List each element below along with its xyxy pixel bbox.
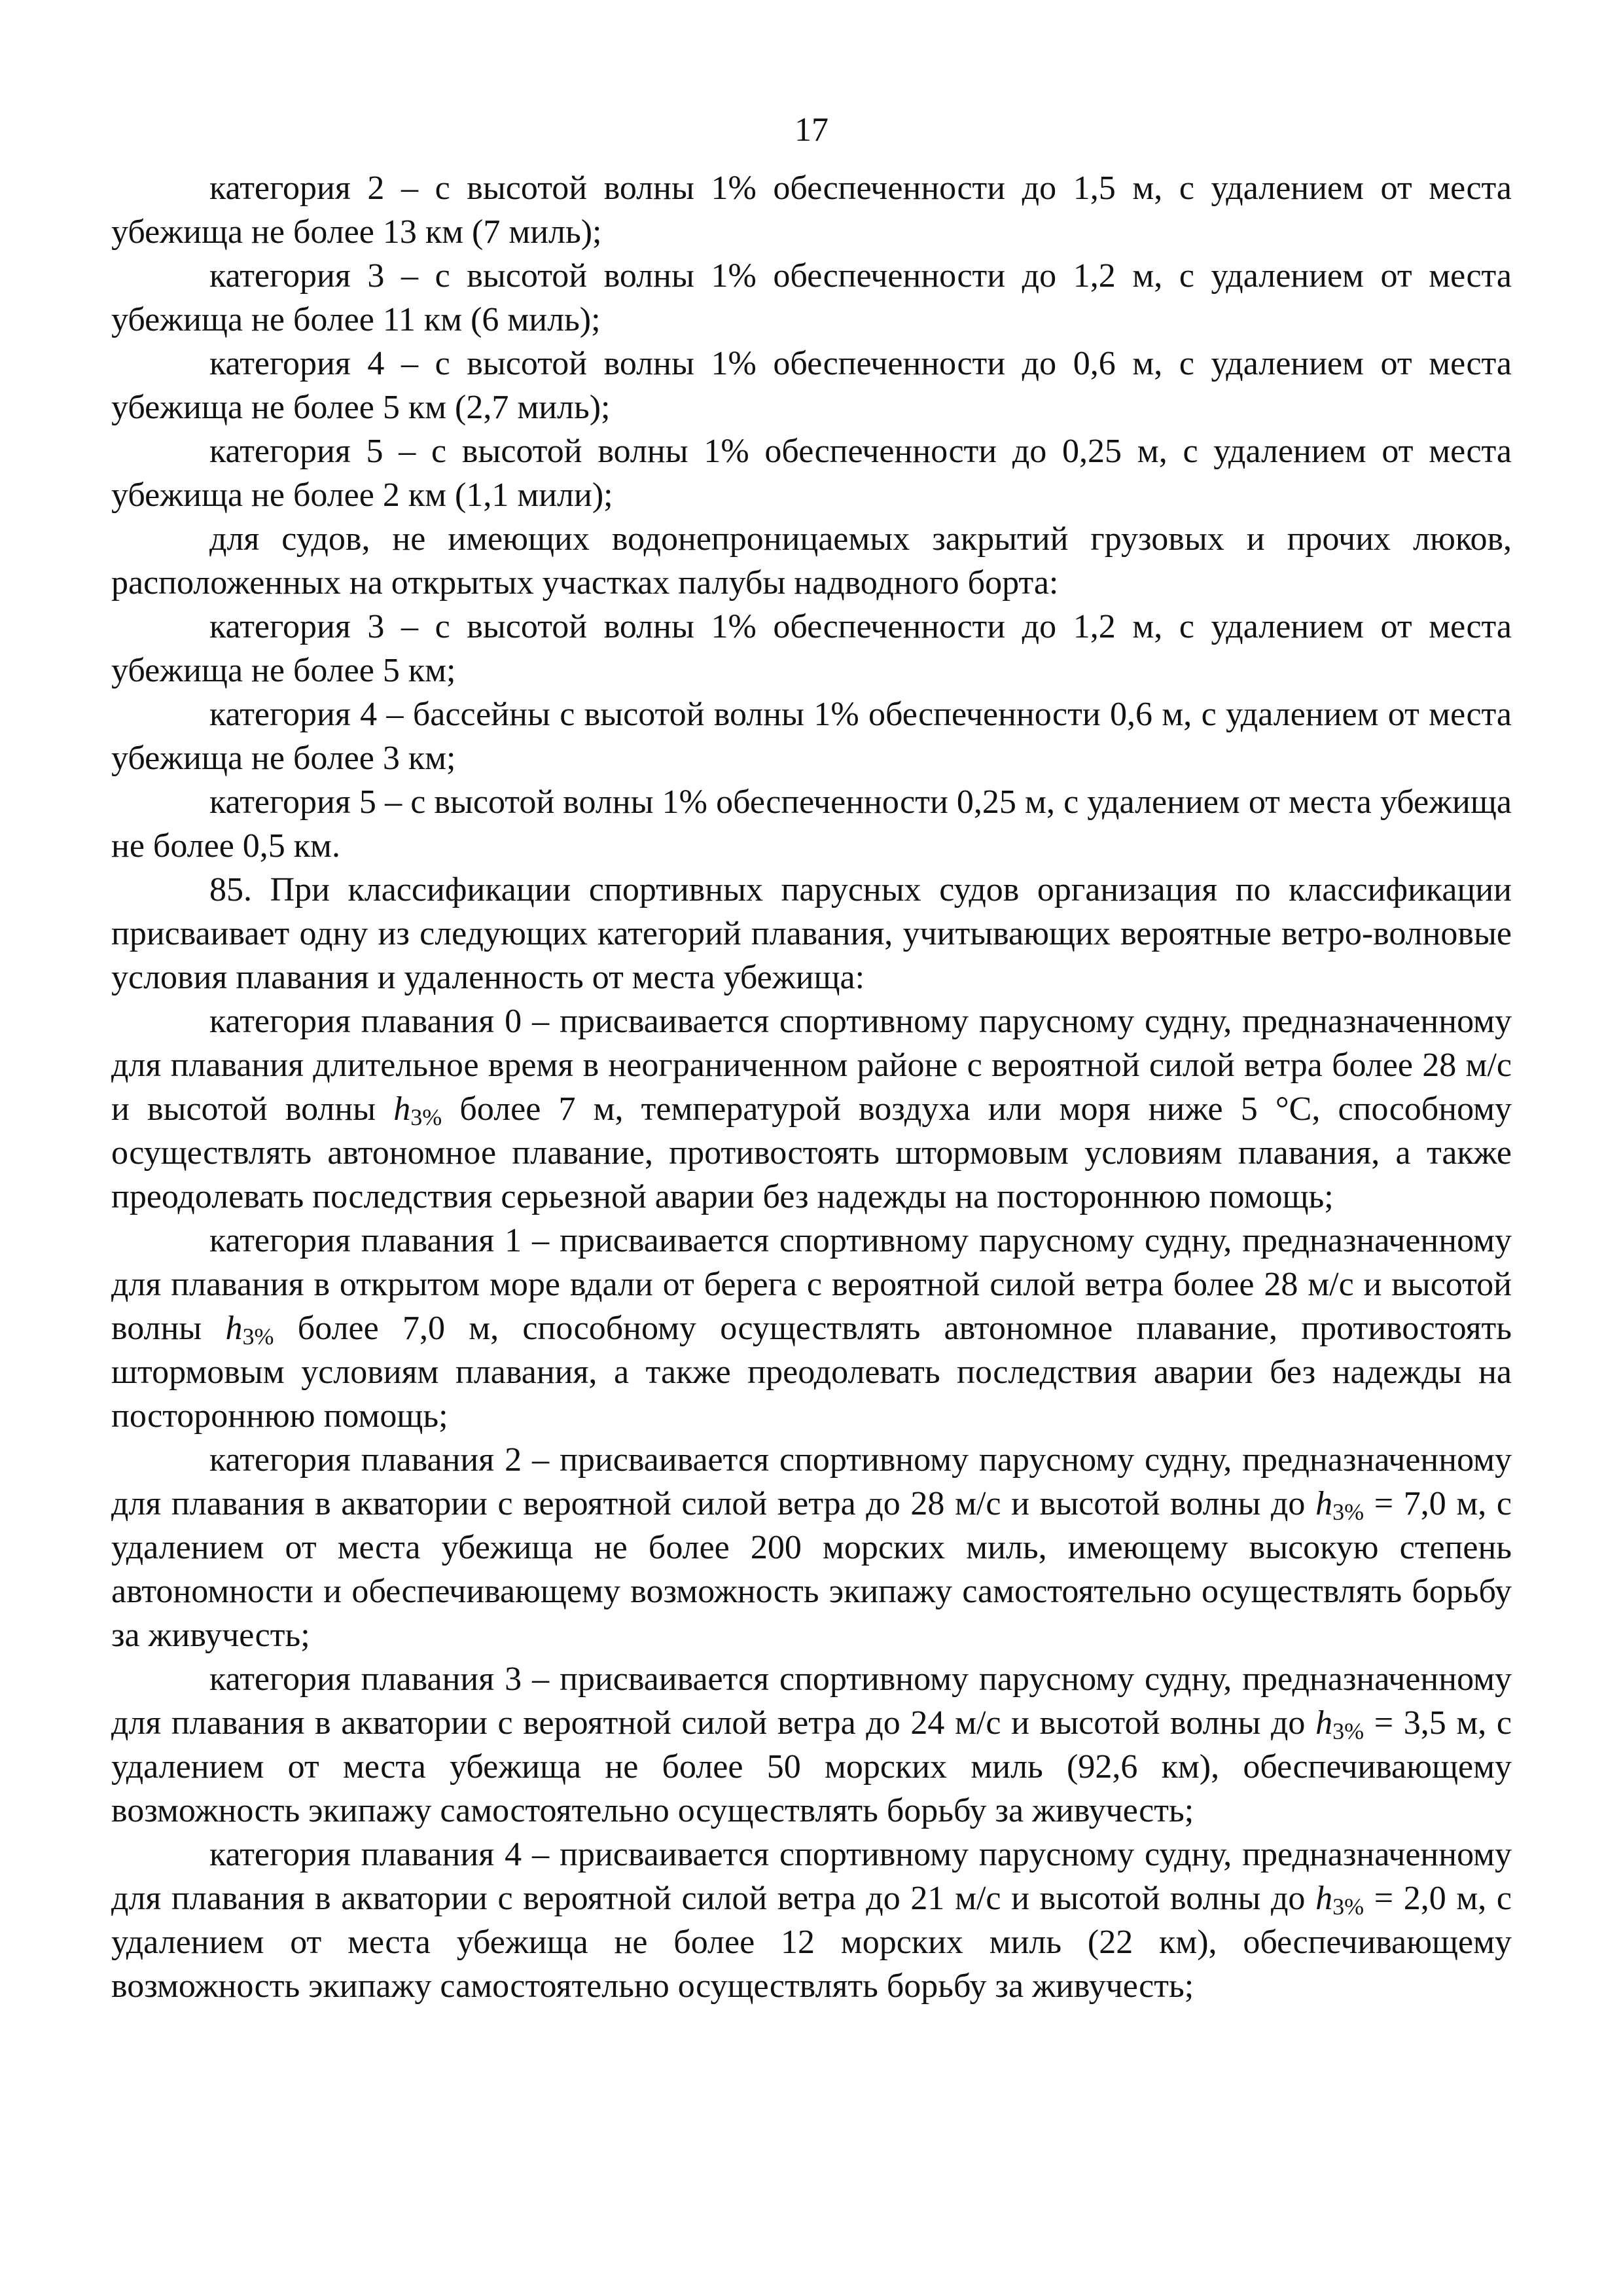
paragraph-category-3: категория 3 – с высотой волны 1% обеспеченности до 1,2 м, с удалением от места убежища не более 11 км (6 миль); <box>111 257 1512 338</box>
text-after-symbol: более 7 м, температурой воздуха или моря ниже 5 °С, способному осуществлять автономное плавание, противостоять штормовым условиям плавания, а также преодолевать последствия серьезной аварии без надежды на постороннюю помощь; <box>111 1090 1512 1215</box>
wave-height-symbol: h <box>225 1310 243 1347</box>
text-after-symbol: = 2,0 м, с удалением от места убежища не более 12 морских миль (22 км), обеспечивающему возможность экипажу самостоятельно осуществлять борьбу за живучесть; <box>111 1880 1512 2005</box>
text-after-symbol: более 7,0 м, способному осуществлять автономное плавание, противостоять штормовым условиям плавания, а также преодолевать последствия аварии без надежды на постороннюю помощь; <box>111 1310 1512 1435</box>
wave-height-subscript: 3% <box>242 1323 274 1350</box>
wave-height-subscript: 3% <box>1332 1893 1364 1920</box>
paragraph-hatch-category-4: категория 4 – бассейны с высотой волны 1% обеспеченности 0,6 м, с удалением от места убежища не более 3 км; <box>111 696 1512 777</box>
wave-height-symbol: h <box>393 1090 411 1128</box>
wave-height-symbol: h <box>1315 1880 1333 1917</box>
paragraph-category-4: категория 4 – с высотой волны 1% обеспеченности до 0,6 м, с удалением от места убежища не более 5 км (2,7 миль); <box>111 345 1512 426</box>
text-before-symbol: категория плавания 0 – присваивается спортивному парусному судну, предназначенному для плавания длительное время в неограниченном районе с вероятной силой ветра более 28 м/с и высотой волны <box>111 1003 1512 1128</box>
wave-height-subscript: 3% <box>1332 1499 1364 1525</box>
paragraph-category-2: категория 2 – с высотой волны 1% обеспеченности до 1,5 м, с удалением от места убежища не более 13 км (7 миль); <box>111 170 1512 251</box>
paragraph-sailing-category-0 <box>111 999 1512 1219</box>
text-before-symbol: категория плавания 3 – присваивается спортивному парусному судну, предназначенному для плавания в акватории с вероятной силой ветра до 24 м/с и высотой волны до <box>111 1660 1512 1742</box>
page-number: 17 <box>794 111 829 149</box>
text-before-symbol: категория плавания 4 – присваивается спортивному парусному судну, предназначенному для плавания в акватории с вероятной силой ветра до 21 м/с и высотой волны до <box>111 1836 1512 1917</box>
paragraph-hatch-category-3: категория 3 – с высотой волны 1% обеспеченности до 1,2 м, с удалением от места убежища не более 5 км; <box>111 608 1512 689</box>
text-before-symbol: категория плавания 1 – присваивается спортивному парусному судну, предназначенному для плавания в открытом море вдали от берега с вероятной силой ветра более 28 м/с и высотой волны <box>111 1222 1512 1347</box>
paragraph-clause-85: 85. При классификации спортивных парусных судов организация по классификации присваивает одну из следующих категорий плавания, учитывающих вероятные ветро-волновые условия плавания и удаленность от места убежища: <box>111 871 1512 996</box>
text-after-symbol: = 7,0 м, с удалением от места убежища не более 200 морских миль, имеющему высокую степень автономности и обеспечивающему возможность экипажу самостоятельно осуществлять борьбу за живучесть; <box>111 1485 1512 1654</box>
wave-height-symbol: h <box>1315 1704 1333 1742</box>
wave-height-subscript: 3% <box>410 1104 442 1130</box>
paragraph-category-5: категория 5 – с высотой волны 1% обеспеченности до 0,25 м, с удалением от места убежища не более 2 км (1,1 мили); <box>111 433 1512 514</box>
wave-height-symbol: h <box>1315 1485 1333 1522</box>
text-after-symbol: = 3,5 м, с удалением от места убежища не более 50 морских миль (92,6 км), обеспечивающему возможность экипажу самостоятельно осуществлять борьбу за живучесть; <box>111 1704 1512 1829</box>
paragraph-hatch-category-5: категория 5 – с высотой волны 1% обеспеченности 0,25 м, с удалением от места убежища не более 0,5 км. <box>111 783 1512 865</box>
paragraph-sailing-category-2 <box>111 1438 1512 1657</box>
paragraph-sailing-category-1 <box>111 1219 1512 1438</box>
paragraph-no-watertight-hatches: для судов, не имеющих водонепроницаемых закрытий грузовых и прочих люков, расположенных на открытых участках палубы надводного борта: <box>111 520 1512 601</box>
text-before-symbol: категория плавания 2 – присваивается спортивному парусному судну, предназначенному для плавания в акватории с вероятной силой ветра до 28 м/с и высотой волны до <box>111 1441 1512 1522</box>
paragraph-sailing-category-3 <box>111 1657 1512 1833</box>
paragraph-sailing-category-4 <box>111 1833 1512 2008</box>
wave-height-subscript: 3% <box>1332 1718 1364 1744</box>
